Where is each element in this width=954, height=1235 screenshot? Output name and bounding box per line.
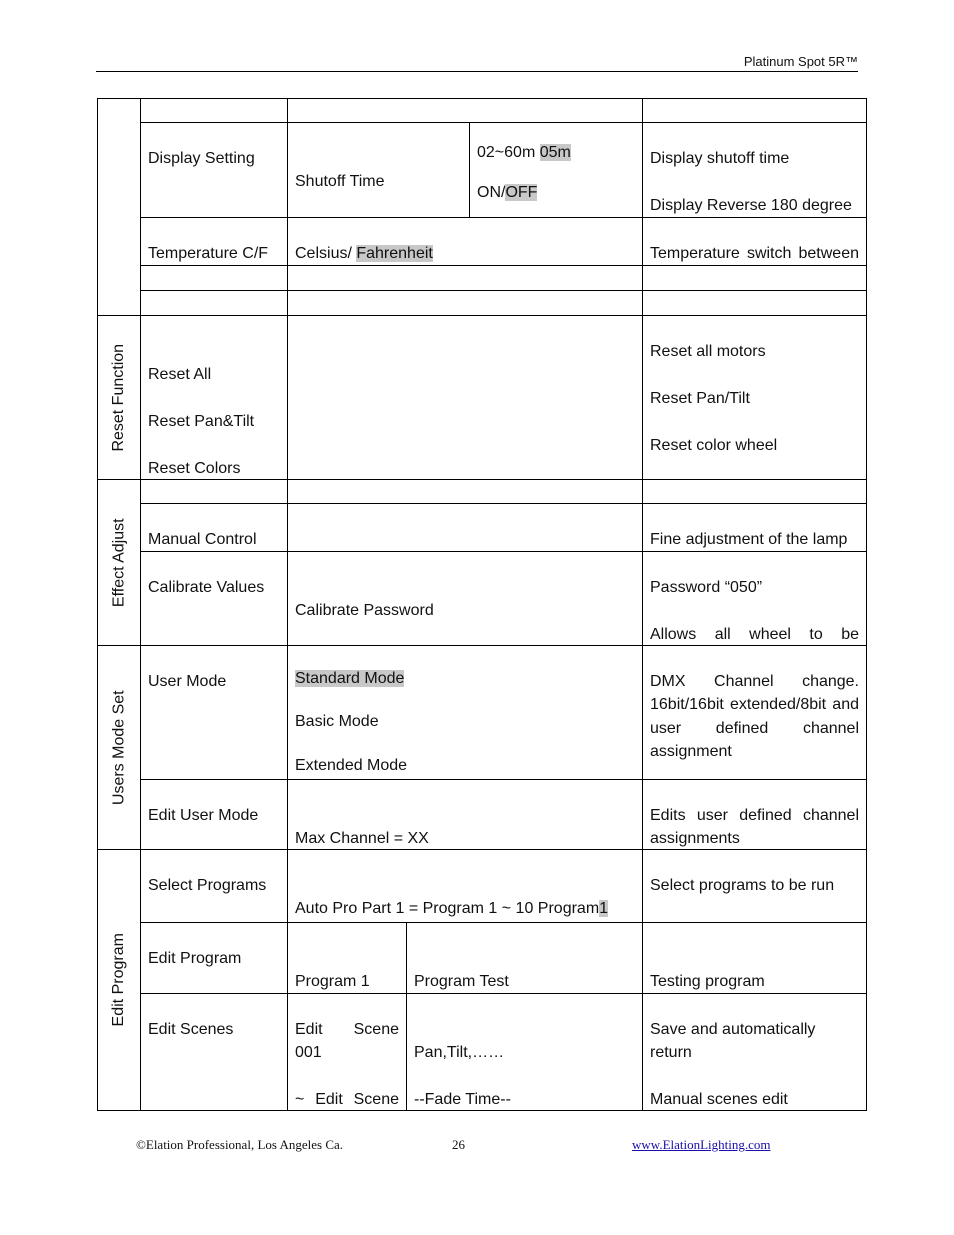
selected-value: Fahrenheit bbox=[356, 244, 433, 262]
temp-desc-cell: Temperature switch between bbox=[643, 218, 867, 266]
manual-option-cell bbox=[288, 504, 643, 552]
usermode-name-cell: User Mode bbox=[141, 646, 288, 780]
calibrate-option-cell: Calibrate Password bbox=[288, 552, 643, 646]
resetdefault-name-cell bbox=[141, 291, 288, 316]
editusermode-name-cell: Edit User Mode bbox=[141, 780, 288, 850]
editusermode-desc-cell: Edits user defined channel assignments bbox=[643, 780, 867, 850]
reset-names-cell: Reset All Reset Pan&Tilt Reset Colors bbox=[141, 316, 288, 480]
selected-value: 1 bbox=[599, 900, 609, 917]
footer-copyright: ©Elation Professional, Los Angeles Ca. bbox=[136, 1137, 344, 1152]
display-setting-label: Display Setting bbox=[148, 149, 255, 167]
menu-table bbox=[97, 98, 867, 1111]
temp-option-cell: Celsius/ Fahrenheit bbox=[288, 218, 643, 266]
resetdefault-desc-cell bbox=[643, 291, 867, 316]
selected-value: Standard Mode bbox=[295, 669, 405, 687]
initial-option-cell bbox=[288, 266, 643, 291]
editprogram-name-cell: Edit Program bbox=[141, 923, 288, 994]
section-users-mode-set: Users Mode Set bbox=[98, 646, 141, 850]
selectprograms-desc-cell: Select programs to be run bbox=[643, 850, 867, 923]
editprogram-sub-cell: Program Test bbox=[407, 923, 643, 994]
selected-value: 05m bbox=[539, 144, 571, 161]
reset-option-cell bbox=[288, 316, 643, 480]
reset-desc-cell: Reset all motors Reset Pan/Tilt Reset color wheel bbox=[643, 316, 867, 480]
section-cell-settings bbox=[98, 99, 141, 316]
usermode-option-cell: Standard Mode Basic Mode Extended Mode bbox=[288, 646, 643, 780]
selectprograms-option-cell: Auto Pro Part 1 = Program 1 ~ 10 Program1 bbox=[288, 850, 643, 923]
manual-name-cell: Manual Control bbox=[141, 504, 288, 552]
calibrate-name-cell: Calibrate Values bbox=[141, 552, 288, 646]
selectprograms-name-cell: Select Programs bbox=[141, 850, 288, 923]
page-header bbox=[96, 50, 858, 72]
fans-name-cell bbox=[141, 99, 288, 123]
testchannel-desc-cell bbox=[643, 480, 867, 504]
editscenes-name-cell: Edit Scenes bbox=[141, 994, 288, 1111]
manual-desc-cell: Fine adjustment of the lamp bbox=[643, 504, 867, 552]
fans-option-cell bbox=[288, 99, 643, 123]
calibrate-desc-cell: Password “050” Allows all wheel to be bbox=[643, 552, 867, 646]
footer-page-number: 26 bbox=[452, 1137, 465, 1152]
display-name-cell bbox=[141, 123, 288, 218]
header-title: Platinum Spot 5R™ bbox=[743, 54, 858, 69]
resetdefault-option-cell bbox=[288, 291, 643, 316]
editscenes-desc-cell: Save and automatically return Manual scenes edit bbox=[643, 994, 867, 1111]
temp-name-cell: Temperature C/F bbox=[141, 218, 288, 266]
testchannel-name-cell bbox=[141, 480, 288, 504]
section-reset-function: Reset Function bbox=[98, 316, 141, 480]
usermode-desc-cell: DMX Channel change. 16bit/16bit extended/8bit and user defined channel assignment bbox=[643, 646, 867, 780]
selected-value: OFF bbox=[505, 184, 538, 201]
initial-desc-cell bbox=[643, 266, 867, 291]
initial-name-cell bbox=[141, 266, 288, 291]
editscenes-sub-cell: Pan,Tilt,…… --Fade Time-- bbox=[407, 994, 643, 1111]
editprogram-desc-cell: Testing program bbox=[643, 923, 867, 994]
editprogram-option-cell: Program 1 bbox=[288, 923, 407, 994]
fans-desc-cell bbox=[643, 99, 867, 123]
section-effect-adjust: Effect Adjust bbox=[98, 480, 141, 646]
display-value-cell: 02~60m 05m ON/OFF bbox=[470, 123, 643, 218]
display-option-cell: Shutoff Time bbox=[288, 123, 470, 218]
footer-website-link[interactable]: www.ElationLighting.com bbox=[632, 1137, 771, 1152]
section-edit-program: Edit Program bbox=[98, 850, 141, 1111]
editusermode-option-cell: Max Channel = XX bbox=[288, 780, 643, 850]
testchannel-option-cell bbox=[288, 480, 643, 504]
display-desc-cell: Display shutoff time Display Reverse 180 degree bbox=[643, 123, 867, 218]
editscenes-option-cell: Edit Scene 001 ~ Edit Scene bbox=[288, 994, 407, 1111]
